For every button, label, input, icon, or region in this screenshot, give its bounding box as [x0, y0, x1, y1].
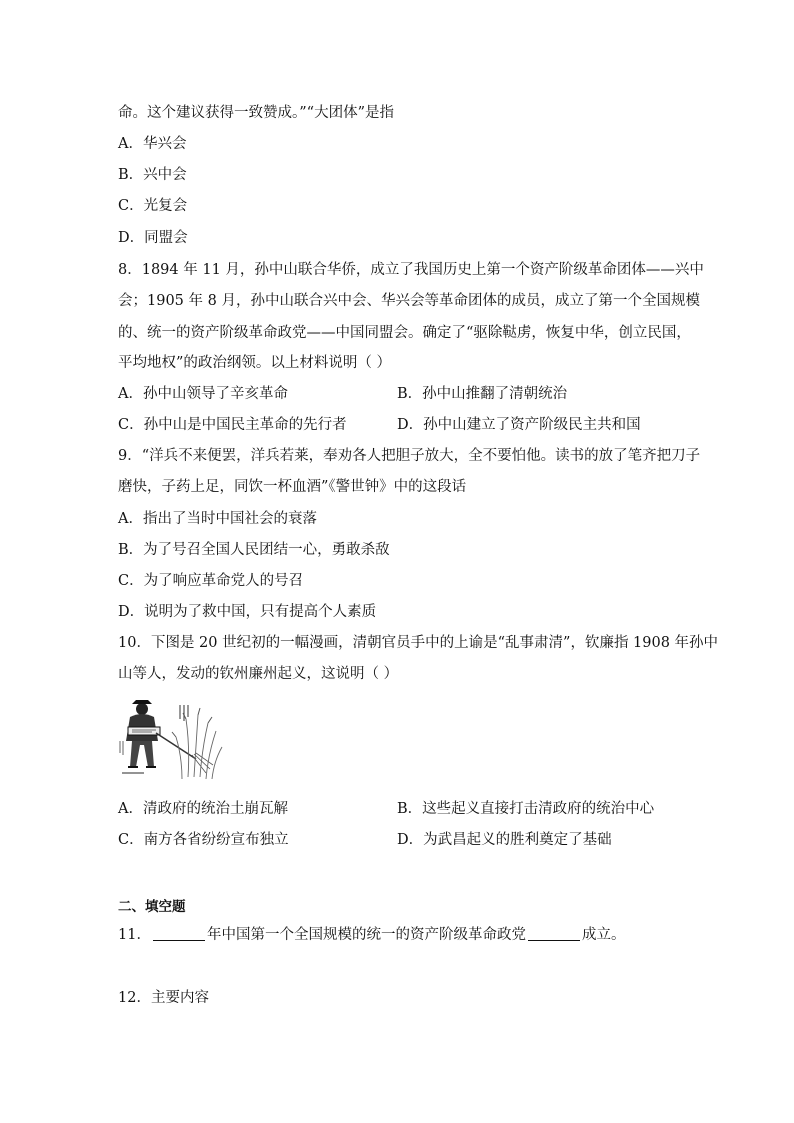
q10-stem-line: 山等人，发动的钦州廉州起义，这说明（ ）	[118, 666, 399, 682]
q9-option-b: B．为了号召全国人民团结一心，勇敢杀敌	[118, 542, 390, 558]
q11-suffix: 成立。	[581, 927, 626, 943]
q11-number: 11．	[118, 927, 151, 943]
q10-stem-line: 10．下图是 20 世纪初的一幅漫画，清朝官员手中的上谕是“乱事肃清”，钦廉指 1908 年孙中	[118, 635, 719, 651]
q11-blank-year[interactable]	[153, 926, 205, 941]
q8-option-a: A．孙中山领导了辛亥革命	[118, 386, 288, 402]
q8-stem-line: 平均地权”的政治纲领。以上材料说明（ ）	[118, 355, 392, 371]
q7-stem-tail: 命。这个建议获得一致赞成。”“大团体”是指	[118, 105, 394, 121]
section-heading: 二、填空题	[118, 899, 186, 915]
q8-option-d: D．孙中山建立了资产阶级民主共和国	[397, 417, 641, 433]
q9-option-d: D．说明为了救中国，只有提高个人素质	[118, 604, 377, 620]
q8-stem-line: 8．1894 年 11 月，孙中山联合华侨，成立了我国历史上第一个资产阶级革命团体——兴中	[118, 262, 704, 278]
political-cartoon-image	[118, 697, 228, 785]
q11-text: 年中国第一个全国规模的统一的资产阶级革命政党	[206, 927, 526, 943]
q9-stem-line: 磨快，子药上足，同饮一杯血酒”《警世钟》中的这段话	[118, 479, 467, 495]
q9-option-c: C．为了响应革命党人的号召	[118, 573, 304, 589]
q11-blank-party[interactable]	[528, 926, 580, 941]
q8-stem-line: 会；1905 年 8 月，孙中山联合兴中会、华兴会等革命团体的成员，成立了第一个全国规模	[118, 293, 700, 309]
q12-stem: 12．主要内容	[118, 990, 209, 1006]
q10-option-a: A．清政府的统治土崩瓦解	[118, 801, 288, 817]
q7-option-a: A．华兴会	[118, 136, 187, 152]
q7-option-c: C．光复会	[118, 198, 188, 214]
q8-option-b: B．孙中山推翻了清朝统治	[397, 386, 568, 402]
q9-stem-line: 9．“洋兵不来便罢，洋兵若莱，奉劝各人把胆子放大，全不要怕他。读书的放了笔齐把刀子	[118, 448, 701, 464]
q8-stem-line: 的、统一的资产阶级革命政党——中国同盟会。确定了“驱除鞑虏，恢复中华，创立民国，	[118, 325, 691, 341]
q8-option-c: C．孙中山是中国民主革命的先行者	[118, 417, 347, 433]
q10-option-b: B．这些起义直接打击清政府的统治中心	[397, 801, 655, 817]
q10-option-d: D．为武昌起义的胜利奠定了基础	[397, 832, 612, 848]
q11-stem	[118, 925, 625, 945]
q7-option-d: D．同盟会	[118, 230, 188, 246]
q10-option-c: C．南方各省纷纷宣布独立	[118, 832, 289, 848]
q9-option-a: A．指出了当时中国社会的衰落	[118, 511, 317, 527]
q7-option-b: B．兴中会	[118, 167, 187, 183]
